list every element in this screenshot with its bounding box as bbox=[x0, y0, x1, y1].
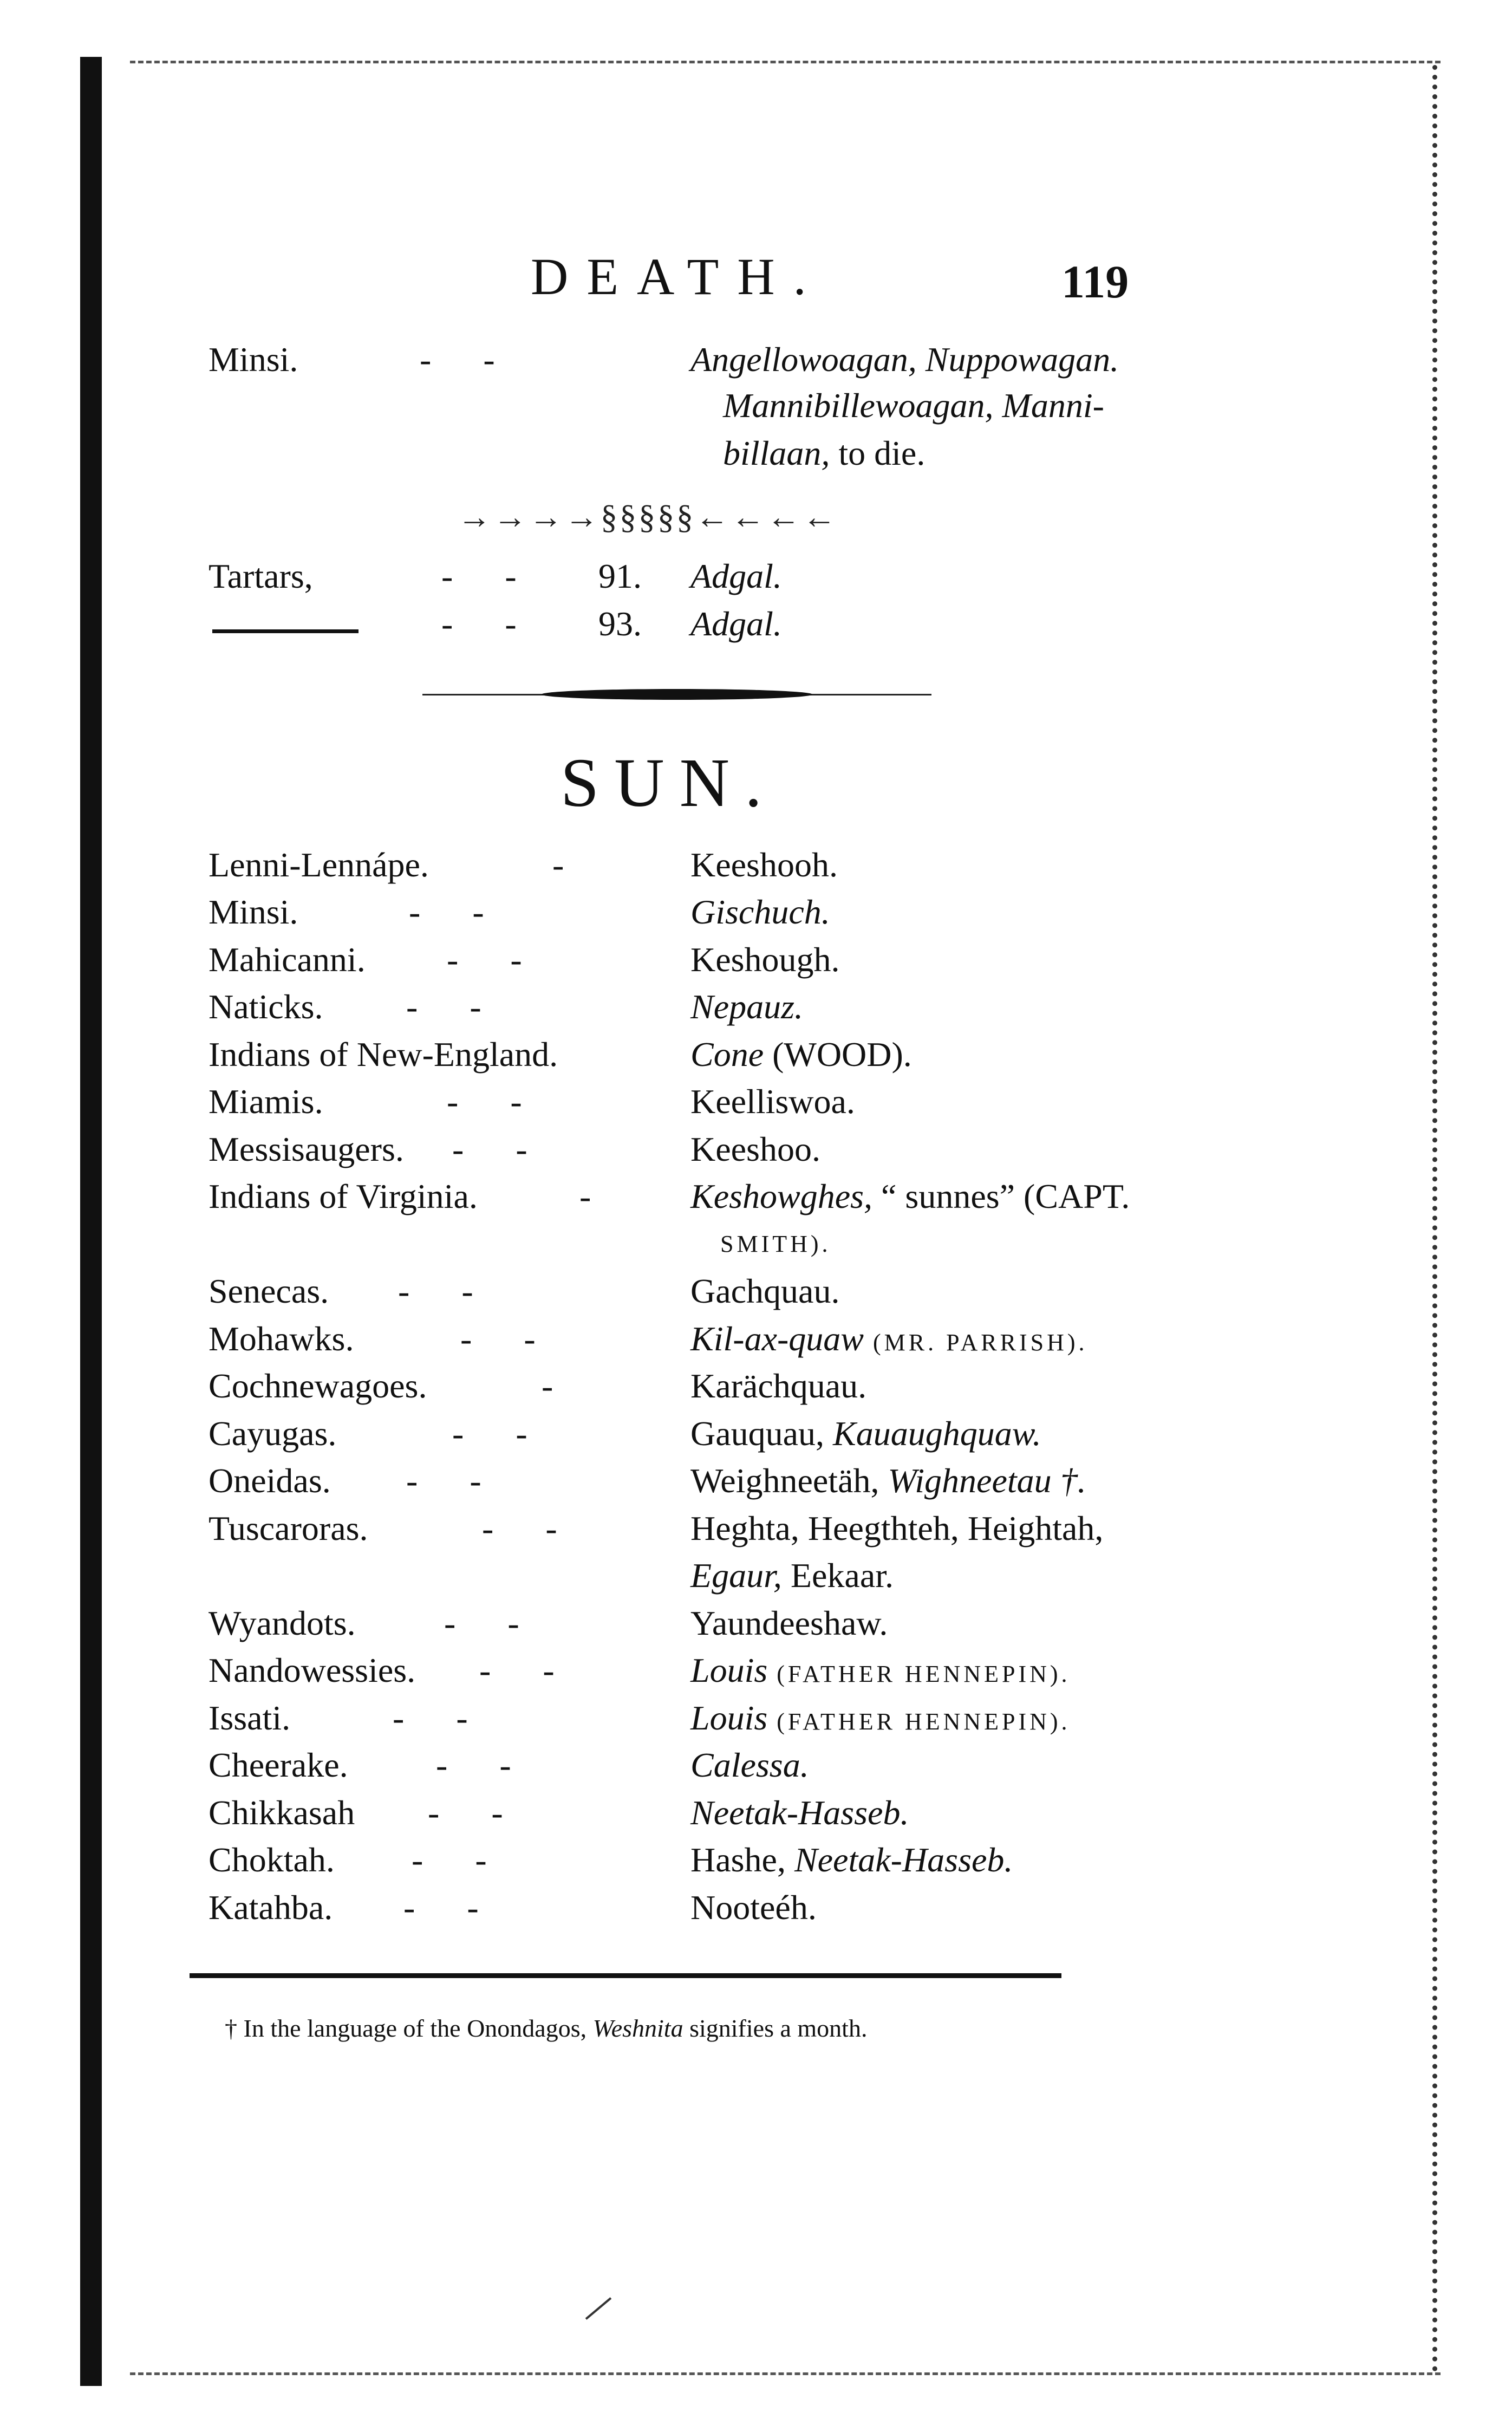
list-item-value-word: Cone bbox=[690, 1035, 764, 1074]
list-item-value-word: Gauquau, bbox=[690, 1414, 825, 1453]
list-item-value: Neetak-Hasseb. bbox=[690, 1793, 909, 1832]
list-item-value-extra: Kauaughquaw. bbox=[824, 1414, 1041, 1453]
list-item-value-word: Kil-ax-quaw bbox=[690, 1319, 864, 1358]
footnote-text: In the language of the Onondagos, bbox=[237, 2014, 593, 2042]
list-item-value bbox=[690, 1701, 1071, 1735]
list-item-name: Katahba. bbox=[208, 1888, 333, 1927]
tartars-dashes-2: - - bbox=[441, 604, 538, 643]
list-item-name: Indians of New-England. bbox=[208, 1035, 558, 1074]
dagger-mark: † bbox=[225, 2014, 237, 2042]
list-item-value: Nepauz. bbox=[690, 987, 803, 1026]
list-item-name: Senecas. bbox=[208, 1272, 329, 1310]
tartars-dashes-1: - - bbox=[441, 557, 538, 595]
list-item-name: Cochnewagoes. bbox=[208, 1367, 427, 1405]
decorative-ornament: →→→→§§§§§←←←← bbox=[458, 499, 838, 536]
list-item-name: Mahicanni. bbox=[208, 940, 366, 979]
list-item-value bbox=[690, 1319, 1088, 1358]
list-item-name: Cheerake. bbox=[208, 1746, 348, 1784]
footnote-word: Weshnita bbox=[592, 2014, 683, 2042]
list-item-dashes: - - bbox=[447, 1082, 544, 1121]
footnote-text-end: signifies a month. bbox=[683, 2014, 868, 2042]
page-right-edge bbox=[1432, 65, 1437, 2372]
list-item-dashes: - - bbox=[398, 1272, 495, 1310]
death-minsi-line1: Angellowoagan, Nuppowagan. bbox=[690, 340, 1119, 379]
list-item-value-word: Weighneetäh, bbox=[690, 1461, 879, 1500]
list-item-value bbox=[690, 1653, 1071, 1688]
list-item-value bbox=[690, 1179, 1130, 1214]
footnote-rule bbox=[190, 1973, 1061, 1978]
list-item-value-note: (FATHER HENNEPIN). bbox=[767, 1661, 1071, 1687]
list-item-name: Miamis. bbox=[208, 1082, 323, 1121]
stray-mark bbox=[585, 2297, 612, 2320]
list-item-value: Gachquau. bbox=[690, 1272, 840, 1310]
page-number: 119 bbox=[1061, 256, 1129, 308]
page-bottom-edge bbox=[130, 2372, 1441, 2375]
list-item-name: Mohawks. bbox=[208, 1319, 354, 1358]
death-minsi-name: Minsi. bbox=[208, 340, 298, 379]
list-item-name: Minsi. bbox=[208, 893, 298, 931]
list-item-value-word: Louis bbox=[690, 1699, 768, 1737]
list-item-dashes: - - bbox=[436, 1746, 533, 1784]
death-minsi-line2: Mannibillewoagan, Manni- bbox=[723, 386, 1104, 425]
list-item-value-word: Hashe, bbox=[690, 1841, 786, 1879]
list-item-name: Choktah. bbox=[208, 1841, 335, 1879]
list-item-name: Lenni-Lennápe. bbox=[208, 846, 429, 884]
list-item-value: Nooteéh. bbox=[690, 1888, 817, 1927]
list-item-dashes: - - bbox=[409, 893, 506, 931]
list-item-name: Nandowessies. bbox=[208, 1651, 416, 1689]
tartars-ref-2: 93. bbox=[598, 604, 642, 643]
section-title: SUN. bbox=[561, 744, 778, 821]
list-item-value-extra: Neetak-Hasseb. bbox=[785, 1841, 1013, 1879]
list-item-value-word: Keshowghes, bbox=[690, 1177, 872, 1215]
list-item-dashes: - - bbox=[447, 940, 544, 979]
list-item-name: Issati. bbox=[208, 1699, 291, 1737]
binding-edge bbox=[80, 57, 102, 2386]
list-item-value: Karächquau. bbox=[690, 1367, 867, 1405]
list-item-dashes: - - bbox=[444, 1604, 541, 1642]
list-item-value bbox=[690, 1037, 912, 1072]
tartars-ref-1: 91. bbox=[598, 557, 642, 595]
list-item-value-extra: Wighneetau †. bbox=[879, 1461, 1086, 1500]
list-item-dashes: - - bbox=[403, 1888, 500, 1927]
list-item-dashes: - bbox=[579, 1177, 613, 1215]
list-item-dashes: - - bbox=[452, 1130, 549, 1168]
list-item-value: Keeshooh. bbox=[690, 846, 838, 884]
list-item-name: Wyandots. bbox=[208, 1604, 356, 1642]
list-item-dashes: - - bbox=[482, 1509, 579, 1547]
list-item-value bbox=[690, 1416, 1041, 1451]
footnote bbox=[225, 2014, 867, 2043]
list-item-dashes: - - bbox=[428, 1793, 525, 1832]
list-item-dashes: - - bbox=[412, 1841, 509, 1879]
tartars-name: Tartars, bbox=[208, 557, 313, 595]
list-item-value-note: (WOOD). bbox=[764, 1035, 912, 1074]
list-item-value-note: (FATHER HENNEPIN). bbox=[767, 1708, 1071, 1735]
list-item-name: Oneidas. bbox=[208, 1461, 331, 1500]
list-item-name: Chikkasah bbox=[208, 1793, 355, 1832]
death-minsi-line3-italic: billaan, bbox=[723, 434, 830, 472]
list-item-value-word: Egaur, bbox=[690, 1556, 782, 1595]
death-minsi-line3-roman: to die. bbox=[830, 434, 926, 472]
list-item-dashes: - bbox=[542, 1367, 575, 1405]
list-item-value: Keelliswoa. bbox=[690, 1082, 855, 1121]
list-item-name: Messisaugers. bbox=[208, 1130, 404, 1168]
list-item-value-note: Eekaar. bbox=[781, 1556, 894, 1595]
tartars-word-2: Adgal. bbox=[690, 604, 782, 643]
list-item-dashes: - bbox=[552, 846, 586, 884]
list-item-continuation bbox=[690, 1558, 894, 1593]
list-item-value bbox=[690, 1461, 1086, 1500]
page-top-edge bbox=[130, 61, 1441, 63]
death-minsi-dashes: - - bbox=[420, 340, 517, 379]
list-item-name: Indians of Virginia. bbox=[208, 1177, 478, 1215]
list-item-name: Tuscaroras. bbox=[208, 1509, 368, 1547]
ditto-rule bbox=[212, 629, 359, 633]
running-head: DEATH. bbox=[531, 248, 825, 305]
list-item-value-note: “ sunnes” (CAPT. bbox=[872, 1177, 1130, 1215]
death-minsi-line3 bbox=[723, 436, 925, 471]
list-item-value: Yaundeeshaw. bbox=[690, 1604, 888, 1642]
list-item-dashes: - - bbox=[460, 1319, 557, 1358]
list-item-value-note: (MR. PARRISH). bbox=[863, 1329, 1088, 1356]
list-item-dashes: - - bbox=[479, 1651, 576, 1689]
list-item-dashes: - - bbox=[393, 1699, 490, 1737]
list-item-value: Heghta, Heegthteh, Heightah, bbox=[690, 1509, 1104, 1547]
list-item-value: Gischuch. bbox=[690, 893, 830, 931]
tartars-word-1: Adgal. bbox=[690, 557, 782, 595]
list-item-value: Calessa. bbox=[690, 1746, 809, 1784]
list-item-dashes: - - bbox=[406, 1461, 503, 1500]
list-item-name: Cayugas. bbox=[208, 1414, 337, 1453]
list-item-dashes: - - bbox=[406, 987, 503, 1026]
list-item-value: Keshough. bbox=[690, 940, 840, 979]
list-item-value-word: Louis bbox=[690, 1651, 768, 1689]
list-item-value bbox=[690, 1843, 1013, 1877]
list-item-value: Keeshoo. bbox=[690, 1130, 820, 1168]
list-item-dashes: - - bbox=[452, 1414, 549, 1453]
section-divider-swell bbox=[542, 689, 812, 700]
list-item-continuation: SMITH). bbox=[720, 1231, 831, 1257]
list-item-name: Naticks. bbox=[208, 987, 323, 1026]
